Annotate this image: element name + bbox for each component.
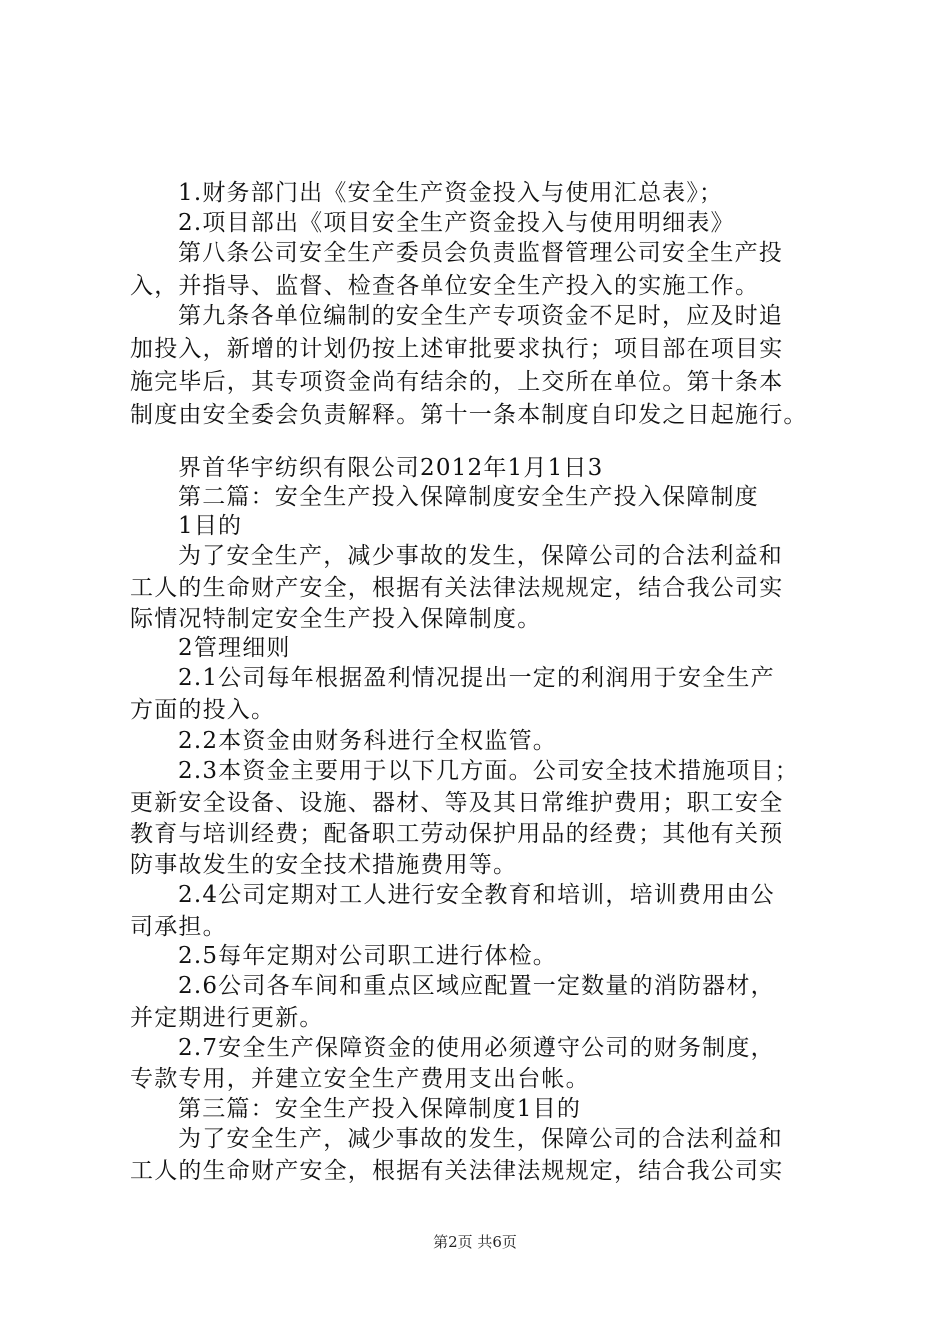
paragraph-line: 1.财务部门出《安全生产资金投入与使用汇总表》；: [178, 180, 724, 206]
paragraph-line: 2.6公司各车间和重点区域应配置一定数量的消防器材，: [178, 973, 775, 999]
paragraph-line: 专款专用，并建立安全生产费用支出台帐。: [130, 1066, 590, 1092]
paragraph-line: 2.1公司每年根据盈利情况提出一定的利润用于安全生产: [178, 665, 775, 691]
section-heading: 第二篇：安全生产投入保障制度安全生产投入保障制度: [178, 484, 759, 510]
paragraph-line: 施完毕后，其专项资金尚有结余的，上交所在单位。第十条本: [130, 369, 784, 395]
paragraph-line: 方面的投入。: [130, 697, 276, 723]
paragraph-line: 加投入，新增的计划仍按上述审批要求执行；项目部在项目实: [130, 336, 784, 362]
paragraph-line: 工人的生命财产安全，根据有关法律法规规定，结合我公司实: [130, 1158, 784, 1184]
subsection-heading: 1目的: [178, 513, 243, 539]
paragraph-line: 教育与培训经费；配备职工劳动保护用品的经费；其他有关预: [130, 821, 784, 847]
paragraph-line: 2.项目部出《项目安全生产资金投入与使用明细表》: [178, 210, 735, 236]
paragraph-line: 2.4公司定期对工人进行安全教育和培训，培训费用由公: [178, 882, 775, 908]
paragraph-line: 第八条公司安全生产委员会负责监督管理公司安全生产投: [178, 240, 783, 266]
paragraph-line: 入，并指导、监督、检查各单位安全生产投入的实施工作。: [130, 273, 760, 299]
section-heading: 第三篇：安全生产投入保障制度1目的: [178, 1096, 582, 1122]
paragraph-line: 2.3本资金主要用于以下几方面。公司安全技术措施项目；: [178, 758, 799, 784]
paragraph-line: 2.2本资金由财务科进行全权监管。: [178, 728, 557, 754]
paragraph-line: 并定期进行更新。: [130, 1005, 324, 1031]
paragraph-line: 更新安全设备、设施、器材、等及其日常维护费用；职工安全: [130, 790, 784, 816]
subsection-heading: 2管理细则: [178, 635, 291, 661]
page-number-footer: 第2页 共6页: [433, 1233, 517, 1251]
paragraph-line: 为了安全生产，减少事故的发生，保障公司的合法利益和: [178, 1126, 783, 1152]
paragraph-line: 工人的生命财产安全，根据有关法律法规规定，结合我公司实: [130, 575, 784, 601]
paragraph-line: 防事故发生的安全技术措施费用等。: [130, 852, 518, 878]
paragraph-line: 制度由安全委会负责解释。第十一条本制度自印发之日起施行。: [130, 402, 808, 428]
paragraph-line: 际情况特制定安全生产投入保障制度。: [130, 606, 542, 632]
paragraph-line: 司承担。: [130, 914, 227, 940]
paragraph-line: 为了安全生产，减少事故的发生，保障公司的合法利益和: [178, 543, 783, 569]
paragraph-line: 2.5每年定期对公司职工进行体检。: [178, 943, 557, 969]
paragraph-line: 2.7安全生产保障资金的使用必须遵守公司的财务制度，: [178, 1035, 775, 1061]
signature-line: 界首华宇纺织有限公司2012年1月1日3: [178, 455, 604, 481]
paragraph-line: 第九条各单位编制的安全生产专项资金不足时，应及时追: [178, 303, 783, 329]
